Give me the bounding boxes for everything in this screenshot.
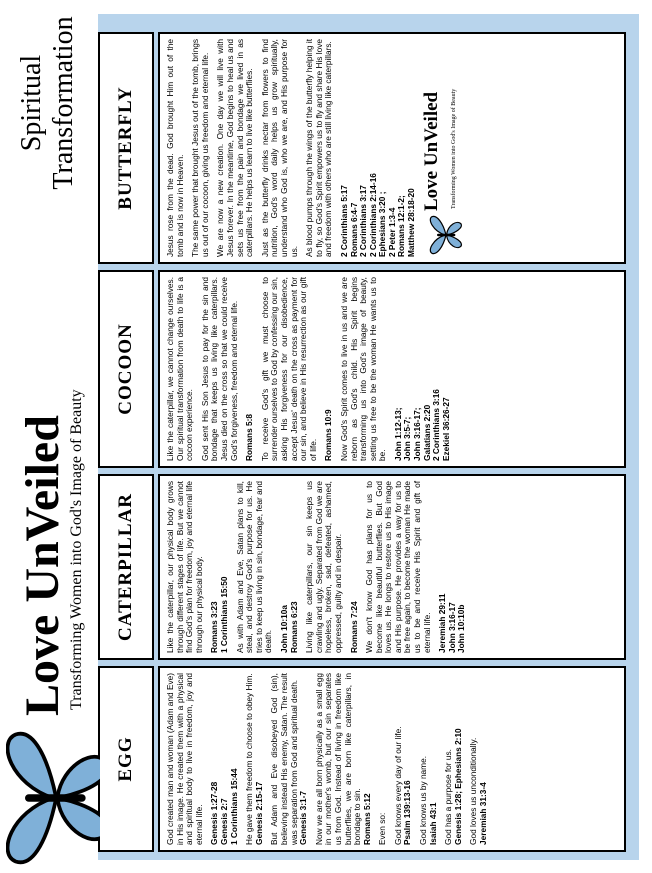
caterpillar-body: Like the caterpillar, our physical body grows through different stages of life. But we cannot find God's plan for freedom, joy and eternal life through our physical body. Romans 3:23 1 Corinthians 15:50 As with Adam and Eve, Satan plans to kill, steal, and destroy God's purpose for us. He tries to keep us living in sin, bondage, fear and death. John 10:10a Romans 6:23 Living like caterpillars, our sin keeps us crawling and ugly. Separated from God we are hopeless, broken, sad, defeated, ashamed, oppressed, guilty and in despair. Romans 7:24 We don't know God has plans for us to become like beautiful butterflies. But God loves us. He longs to restore us to His image and His purpose. He provides a way for us to be free again, to become the woman He made us to be and receive His Spirit and gift of eternal life. Jeremiah 29:11 John 3:16-17 John 10:10b xyxy=(158,474,626,660)
butterfly-logo-icon xyxy=(6,728,100,868)
butterfly-small-icon xyxy=(425,215,465,255)
cocoon-body: Like the caterpillar, we cannot change ourselves. Our spiritual transformation from death to life is a cocoon experience. God sent His Son Jesus to pay for the sin and bondage that keeps us living like caterpillars. Jesus died on the cross so that we could receive God's forgiveness, freedom and eternal life. Romans 5:8 To receive God's gift we must choose to surrender ourselves to God by confessing our sin, asking His forgiveness for our disobedience, accept Jesus' death on the cross as payment for our sin, and believe in His resurrection as our gift of life. Romans 10:9 Now God's Spirit comes to live in us and we are reborn as God's child. His Spirit begins transforming us into God's image of beauty, setting us free to be the woman He wants us to be. John 1:12-13; John 3:5-7; John 3:16-17; Galatians 2:20 2 Corinthians 3:16 Ezekiel 36:26-27 xyxy=(158,270,626,468)
caterpillar-title: CATERPILLAR xyxy=(98,474,154,660)
main-logo xyxy=(6,728,116,868)
cocoon-title: COCOON xyxy=(98,270,154,468)
page-title: Spiritual Transformation xyxy=(16,16,79,190)
egg-body: God created man and woman (Adam and Eve) in His image. He created them with a physical and spiritual body to live in freedom, joy and eternal life. Genesis 1:27-28 Genesis 2:7 1 Corinthians 15:44 He gave them freedom to choose to obey Him. Genesis 2:15-17 But Adam and Eve disobeyed God (sin), believing instead His enemy, Satan. The result was separation from God and spiritual death. Genesis 3:1-7 Now we are all born physically as a small egg in our mother's womb, but our sin separates us from God. Instead of living in freedom like butterflies, we are born like caterpillars, in bondage to sin. Romans 5:12 Even so: God knows every day of our life. Psalm 139:13-16 God knows us by name. Isaiah 43:1 God has a purpose for us. Genesis 1:28; Ephesians 2:10 God loves us unconditionally. Jeremiah 31:3-4 xyxy=(158,666,626,852)
rotated-content xyxy=(98,14,639,860)
small-logo: Love UnVeiled Transforming Women into God's Image of Beauty xyxy=(423,39,471,257)
brand-block xyxy=(16,296,85,716)
egg-title: EGG xyxy=(98,666,154,852)
butterfly-body: Jesus rose from the dead. God brought Him out of the tomb and is now in Heaven. The same power that brought Jesus out of the tomb, brings us out of our cocoon, giving us freedom and eternal life. We are now a new creation. One day we will live with Jesus forever. In the meantime, God begins to heal us and sets us free from the pain and bondage we lived in as caterpillars. He helps us learn to live like butterflies. Just as the butterfly drinks nectar from flowers to find nutrition, God's word daily helps us grow spiritually, understand who God is, who we are, and His purpose for us. As blood pumps through the wings of the butterfly helping it to fly, so God's Spirit empowers us to fly and share His love and freedom with others who are still living like caterpillars. 2 Corinthians 5:17 Romans 6:4-7 2 Corinthians 3:17 2 Corinthians 2:14-16 Ephesians 3:20 ; 2 Peter 1:3-4 Romans 12:1-2; Matthew 28:18-20 Love UnVeiled Transforming Women into God's Image of Beauty xyxy=(158,32,626,264)
brand-tagline: Transforming Women into God's Image of Beauty xyxy=(68,389,85,710)
butterfly-title: BUTTERFLY xyxy=(98,32,154,264)
brand-title: Love UnVeiled xyxy=(16,415,69,716)
